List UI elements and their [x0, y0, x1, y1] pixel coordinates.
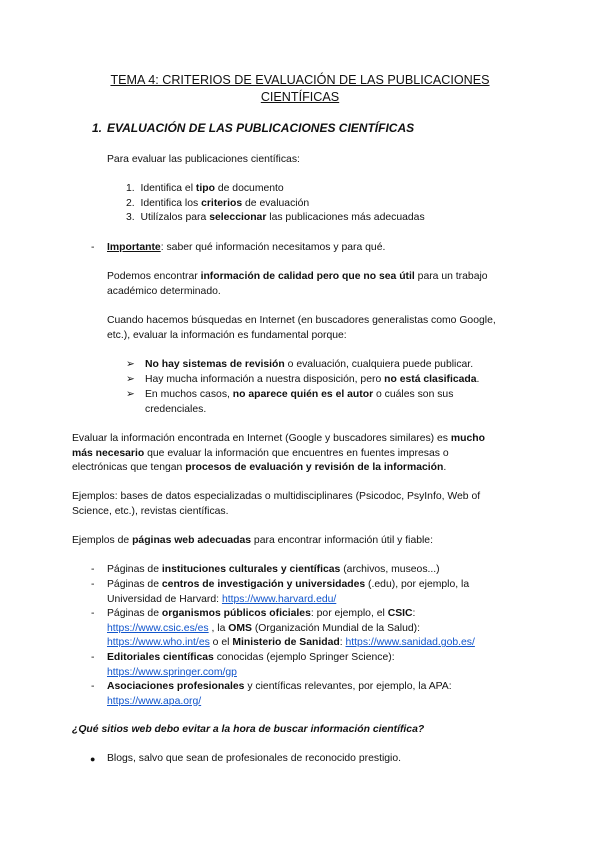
- list-item: Asociaciones profesionales y científicas relevantes, por ejemplo, la APA: https://www.apa.org/: [107, 681, 452, 707]
- important-label: Importante: [107, 242, 161, 253]
- question-heading: ¿Qué sitios web debo evitar a la hora de buscar información científica?: [72, 724, 425, 735]
- paragraph-busquedas: Cuando hacemos búsquedas en Internet (en buscadores generalistas como Google, etc.), evaluar la información es fundamental porque:: [107, 315, 496, 341]
- arrow-bullet-icon: ➢: [126, 374, 135, 385]
- sanidad-link[interactable]: https://www.sanidad.gob.es/: [345, 637, 475, 649]
- section-number: 1.: [92, 121, 103, 135]
- arrow-bullet-icon: ➢: [126, 359, 135, 370]
- apa-link[interactable]: https://www.apa.org/: [107, 695, 202, 707]
- paragraph-calidad: Podemos encontrar información de calidad pero que no sea útil para un trabajo académico determinado.: [107, 271, 488, 297]
- document-title: [60, 72, 540, 106]
- list-item: Editoriales científicas conocidas (ejemplo Springer Science): https://www.springer.com/gp: [107, 652, 395, 678]
- dash-marker: -: [91, 652, 95, 663]
- list-item: En muchos casos, no aparece quién es el autor o cuáles son sus credenciales.: [145, 389, 454, 415]
- list-item: Hay mucha información a nuestra disposición, pero no está clasificada.: [145, 374, 480, 385]
- list-item: 2. Identifica los criterios de evaluación: [126, 197, 310, 209]
- list-item: Páginas de centros de investigación y universidades (.edu), por ejemplo, la Universidad de Harvard: https://www.harvard.edu/: [107, 579, 470, 605]
- list-item: Páginas de organismos públicos oficiales: por ejemplo, el CSIC: https://www.csic.es/es , la OMS (Organización Mundial de la Salud): https://www.who.int/es o el Ministerio de Sanidad: https://www.sanidad.gob.es/: [107, 608, 475, 649]
- arrow-bullet-icon: ➢: [126, 389, 135, 400]
- paragraph-evaluar: Evaluar la información encontrada en Internet (Google y buscadores similares) es mucho más necesario que evaluar la información que encuentres en fuentes impresas o electrónicas que tengan procesos de evaluación y revisión de la información.: [72, 433, 485, 474]
- springer-link[interactable]: https://www.springer.com/gp: [107, 666, 237, 678]
- list-item: Páginas de instituciones culturales y científicas (archivos, museos...): [107, 564, 440, 575]
- intro-text: Para evaluar las publicaciones científicas:: [107, 154, 300, 165]
- dash-marker: -: [91, 564, 95, 575]
- numbered-list: [126, 182, 425, 226]
- who-link[interactable]: https://www.who.int/es: [107, 637, 210, 649]
- section-heading: EVALUACIÓN DE LAS PUBLICACIONES CIENTÍFICAS: [107, 121, 415, 135]
- list-item: Blogs, salvo que sean de profesionales de reconocido prestigio.: [107, 753, 402, 764]
- paragraph-ejemplos: Ejemplos: bases de datos especializadas o multidisciplinares (Psicodoc, PsyInfo, Web of Science, etc.), revistas científicas.: [72, 491, 481, 517]
- dash-marker: -: [91, 608, 95, 619]
- list-item: No hay sistemas de revisión o evaluación, cualquiera puede publicar.: [145, 359, 474, 370]
- harvard-link[interactable]: https://www.harvard.edu/: [221, 593, 337, 605]
- list-item: 1. Identifica el tipo de documento: [126, 183, 284, 194]
- title-line-2: CIENTÍFICAS: [260, 90, 340, 104]
- dash-marker: -: [91, 242, 95, 253]
- paragraph-paginas-web: Ejemplos de páginas web adecuadas para encontrar información útil y fiable:: [72, 535, 433, 546]
- csic-link[interactable]: https://www.csic.es/es: [107, 622, 209, 634]
- dash-marker: -: [91, 579, 95, 590]
- important-note: Importante: saber qué información necesitamos y para qué.: [107, 242, 386, 253]
- dash-marker: -: [91, 681, 95, 692]
- title-line-1: TEMA 4: CRITERIOS DE EVALUACIÓN DE LAS PUBLICACIONES: [110, 73, 490, 87]
- list-item: 3. Utilízalos para seleccionar las publicaciones más adecuadas: [126, 212, 425, 224]
- bullet-icon: ●: [90, 754, 96, 764]
